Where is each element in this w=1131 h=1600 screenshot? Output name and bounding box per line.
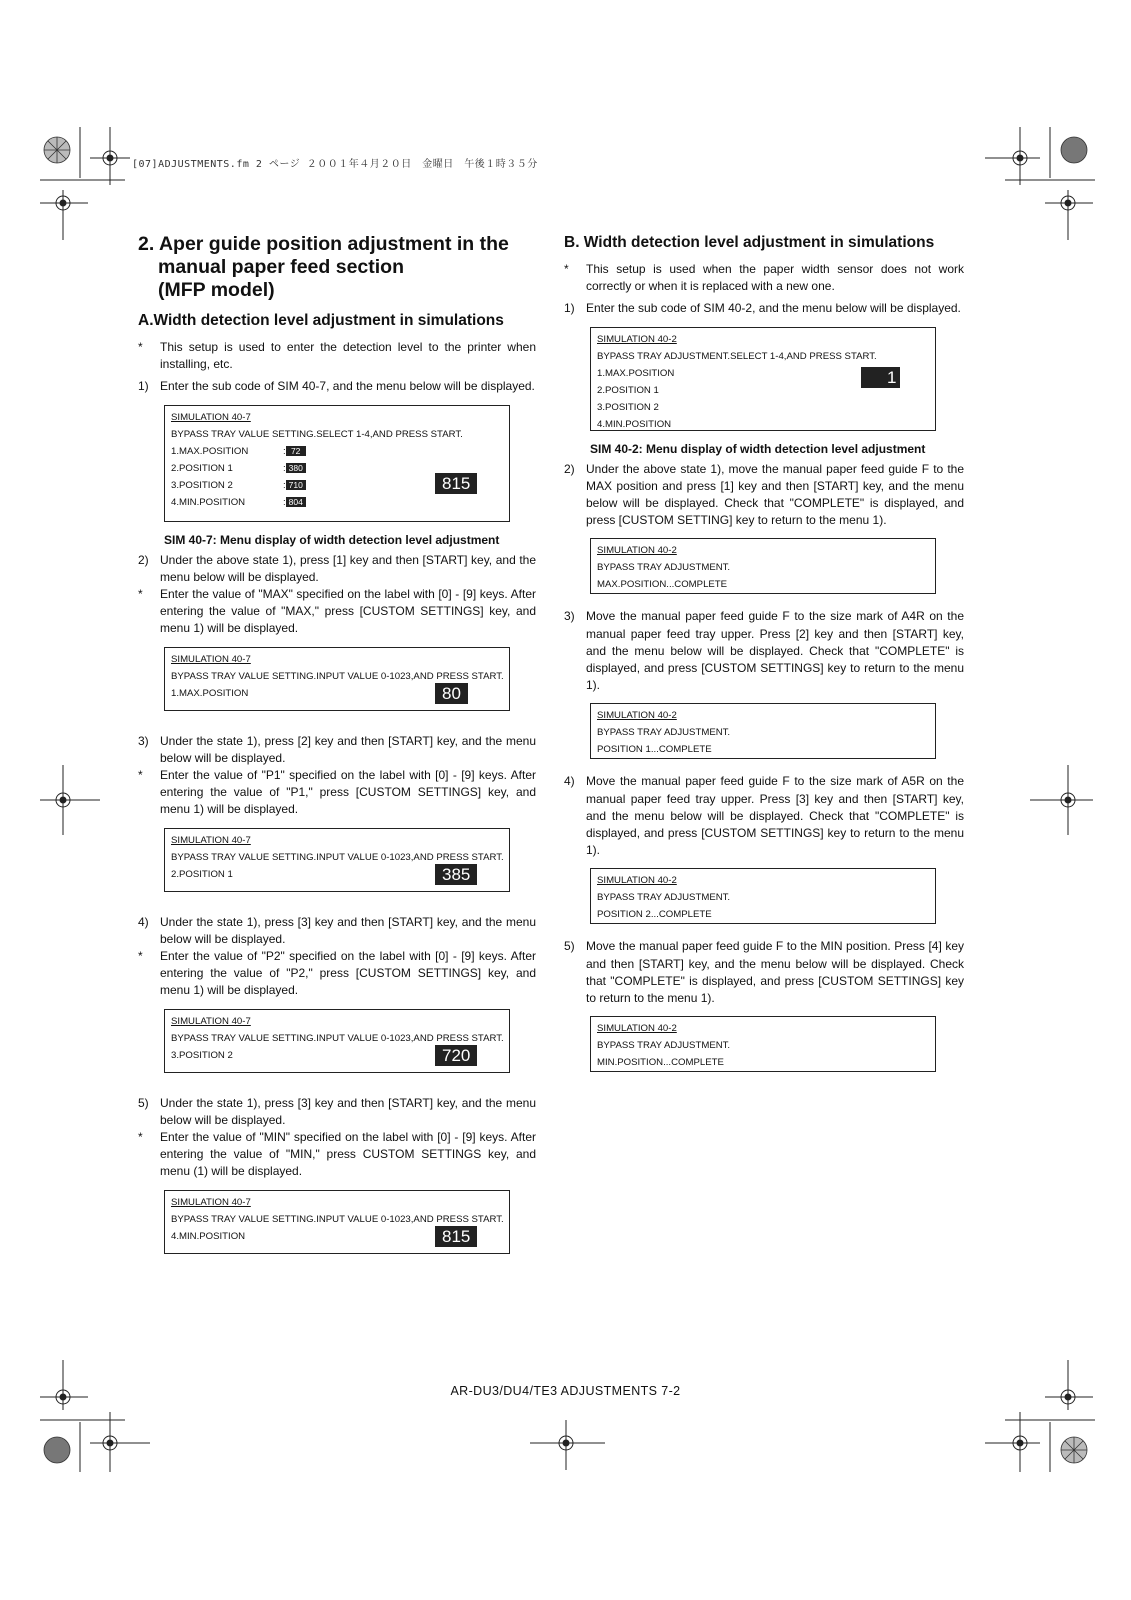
sim-line: BYPASS TRAY VALUE SETTING.INPUT VALUE 0-1023,AND PRESS START. [171, 851, 504, 863]
sim-display-value: 1 [861, 367, 900, 388]
sim-display-box [590, 703, 936, 759]
note-text: Enter the value of "P1" specified on the label with [0] - [9] keys. After entering the value of "P1," press [CUSTOM SETTINGS] key, and menu 1) will be displayed. [160, 768, 536, 817]
step-number: 5) [138, 1095, 149, 1110]
step-number: 5) [564, 939, 575, 954]
sim-row-value: 72 [286, 446, 306, 456]
sim-title: SIMULATION 40-2 [597, 875, 677, 887]
step-text: Enter the sub code of SIM 40-7, and the menu below will be displayed. [160, 379, 535, 394]
sim-line: BYPASS TRAY ADJUSTMENT. [597, 727, 731, 739]
step-paragraph [564, 938, 964, 1007]
sim-row: 3.POSITION 2 : 710 [171, 477, 503, 494]
sim-item: 4.MIN.POSITION [597, 418, 672, 430]
sim-row: 2.POSITION 1 : 380 [171, 460, 503, 477]
sim-display-box [590, 538, 936, 594]
sim-title: SIMULATION 40-7 [171, 834, 251, 846]
step-paragraph [138, 552, 536, 586]
sim-line: BYPASS TRAY ADJUSTMENT. [597, 1040, 731, 1052]
sim-title: SIMULATION 40-7 [171, 1015, 251, 1027]
step-text: Under the state 1), press [3] key and then [START] key, and the menu below will be displayed. [160, 1095, 536, 1127]
sim-status: POSITION 1...COMPLETE [597, 744, 712, 756]
bullet-marker: * [138, 340, 143, 354]
sim-title: SIMULATION 40-7 [171, 411, 251, 423]
figure-caption: SIM 40-2: Menu display of width detection level adjustment [590, 441, 926, 456]
sim-line: BYPASS TRAY VALUE SETTING.INPUT VALUE 0-1023,AND PRESS START. [171, 1213, 504, 1225]
sim-item: 3.POSITION 2 [171, 1049, 233, 1061]
sim-row-value: 380 [286, 463, 306, 473]
step-paragraph [138, 378, 536, 395]
sim-title: SIMULATION 40-2 [597, 710, 677, 722]
sim-row: 1.MAX.POSITION : 72 [171, 443, 503, 460]
sim-line: BYPASS TRAY ADJUSTMENT.SELECT 1-4,AND PRESS START. [597, 350, 877, 362]
step-number: 4) [138, 914, 149, 929]
note-text: Enter the value of "MIN" specified on the label with [0] - [9] keys. After entering the value of "MIN," press CUSTOM SETTINGS key, and menu (1) will be displayed. [160, 1130, 536, 1179]
note-paragraph [138, 1129, 536, 1181]
sim-display-box [164, 1009, 510, 1073]
left-column [138, 233, 536, 1254]
sim-status: POSITION 2...COMPLETE [597, 909, 712, 921]
step-text: Move the manual paper feed guide F to the MIN position. Press [4] key and then [START] key, and the menu below will be displayed. Check that "COMPLETE" is displayed, and press [CUSTOM SETTINGS] key to return to the menu 1). [586, 939, 964, 1006]
sim-item: 1.MAX.POSITION [171, 687, 249, 699]
sim-display-box [590, 868, 936, 924]
sim-display-box [164, 647, 510, 711]
sim-row-label: 4.MIN.POSITION [171, 496, 246, 508]
sim-item: 2.POSITION 1 [171, 868, 233, 880]
step-number: 4) [564, 774, 575, 789]
note-paragraph [138, 767, 536, 819]
sim-line: BYPASS TRAY ADJUSTMENT. [597, 892, 731, 904]
section-title-line: manual paper feed section [158, 256, 404, 278]
right-column [564, 233, 964, 1072]
sim-display-value: 385 [435, 864, 477, 885]
bullet-marker: * [138, 949, 143, 964]
step-text: Enter the sub code of SIM 40-2, and the menu below will be displayed. [586, 301, 961, 316]
figure-caption: SIM 40-7: Menu display of width detection level adjustment [164, 532, 500, 547]
page-footer: AR-DU3/DU4/TE3 ADJUSTMENTS 7-2 [450, 1384, 681, 1398]
sim-item: 1.MAX.POSITION [597, 367, 675, 379]
note-paragraph [138, 948, 536, 1000]
step-paragraph [564, 300, 964, 317]
subsection-title-a: A.Width detection level adjustment in simulations [138, 312, 504, 329]
note-text: Enter the value of "P2" specified on the label with [0] - [9] keys. After entering the value of "P2," press [CUSTOM SETTINGS] key, and menu 1) will be displayed. [160, 949, 536, 998]
sim-title: SIMULATION 40-7 [171, 653, 251, 665]
step-paragraph [564, 773, 964, 859]
step-number: 1) [564, 301, 575, 316]
step-text: Move the manual paper feed guide F to the size mark of A4R on the manual paper feed tray upper. Press [2] key and then [START] key, and the menu below will be displayed. Check that "COMPLETE" is displayed, and press [CUSTOM SETTINGS] key to return to the menu 1). [586, 609, 964, 693]
sim-display-value: 815 [435, 473, 477, 494]
step-text: Under the above state 1), move the manual paper feed guide F to the MAX position and press [1] key and then [START] key, and the menu below will be displayed. Check that "COMPLETE" is displayed, and press [CUSTOM SETTING] key to return to the menu 1). [586, 461, 964, 528]
bullet-marker: * [138, 587, 143, 602]
sim-title: SIMULATION 40-2 [597, 1023, 677, 1035]
section-title-line: (MFP model) [158, 279, 275, 301]
sim-row-value: 804 [286, 497, 306, 507]
sim-display-value: 720 [435, 1045, 477, 1066]
step-paragraph [138, 1095, 536, 1129]
note-text: This setup is used when the paper width sensor does not work correctly or when it is replaced with a new one. [586, 262, 964, 294]
sim-row: 4.MIN.POSITION : 804 [171, 494, 503, 511]
bullet-marker: * [138, 1130, 143, 1145]
step-text: Move the manual paper feed guide F to the size mark of A5R on the manual paper feed tray upper. Press [3] key and then [START] key, and the menu below will be displayed. Check that "COMPLETE" is displayed, and press [CUSTOM SETTINGS] key to return to the menu 1). [586, 774, 964, 858]
step-number: 3) [138, 733, 149, 748]
file-header: [07]ADJUSTMENTS.fm 2 ページ ２００１年４月２０日 金曜日 午後１時３５分 [132, 159, 538, 170]
sim-line: BYPASS TRAY ADJUSTMENT. [597, 562, 731, 574]
sim-item: 2.POSITION 1 [597, 384, 659, 396]
step-text: Under the state 1), press [2] key and then [START] key, and the menu below will be displayed. [160, 733, 536, 765]
section-title-line: 2. Aper guide position adjustment in the [138, 233, 509, 255]
sim-title: SIMULATION 40-2 [597, 333, 677, 345]
note-text: This setup is used to enter the detection level to the printer when installing, etc. [160, 340, 536, 372]
sim-status: MIN.POSITION...COMPLETE [597, 1057, 724, 1069]
note-paragraph [138, 586, 536, 638]
note-paragraph [138, 339, 536, 373]
sim-row-label: 3.POSITION 2 [171, 479, 233, 491]
step-text: Under the above state 1), press [1] key and then [START] key, and the menu below will be displayed. [160, 552, 536, 584]
sim-display-value: 80 [435, 683, 468, 704]
note-text: Enter the value of "MAX" specified on the label with [0] - [9] keys. After entering the value of "MAX," press [CUSTOM SETTINGS] key, and menu 1) will be displayed. [160, 587, 536, 636]
sim-display-box [590, 1016, 936, 1072]
step-paragraph [564, 461, 964, 530]
step-number: 2) [138, 552, 149, 567]
sim-title: SIMULATION 40-2 [597, 545, 677, 557]
bullet-marker: * [138, 768, 143, 783]
sim-line: BYPASS TRAY VALUE SETTING.SELECT 1-4,AND PRESS START. [171, 428, 463, 440]
sim-display-box [164, 828, 510, 892]
sim-row-label: 2.POSITION 1 [171, 462, 233, 474]
subsection-title-b: B. Width detection level adjustment in simulations [564, 234, 935, 251]
sim-display-box [590, 327, 936, 431]
step-number: 2) [564, 461, 575, 476]
sim-title: SIMULATION 40-7 [171, 1196, 251, 1208]
step-paragraph [564, 608, 964, 694]
bullet-marker: * [564, 262, 569, 276]
step-number: 1) [138, 379, 149, 394]
sim-status: MAX.POSITION...COMPLETE [597, 579, 728, 591]
step-paragraph [138, 914, 536, 948]
note-paragraph [564, 261, 964, 295]
sim-row-value: 710 [286, 480, 306, 490]
sim-item: 3.POSITION 2 [597, 401, 659, 413]
step-paragraph [138, 733, 536, 767]
sim-display-box [164, 405, 510, 522]
section-title [138, 233, 536, 302]
sim-line: BYPASS TRAY VALUE SETTING.INPUT VALUE 0-1023,AND PRESS START. [171, 670, 504, 682]
sim-item: 4.MIN.POSITION [171, 1230, 246, 1242]
step-number: 3) [564, 609, 575, 624]
sim-display-value: 815 [435, 1226, 477, 1247]
sim-display-box [164, 1190, 510, 1254]
sim-row-label: 1.MAX.POSITION [171, 445, 249, 457]
step-text: Under the state 1), press [3] key and then [START] key, and the menu below will be displayed. [160, 914, 536, 946]
sim-line: BYPASS TRAY VALUE SETTING.INPUT VALUE 0-1023,AND PRESS START. [171, 1032, 504, 1044]
